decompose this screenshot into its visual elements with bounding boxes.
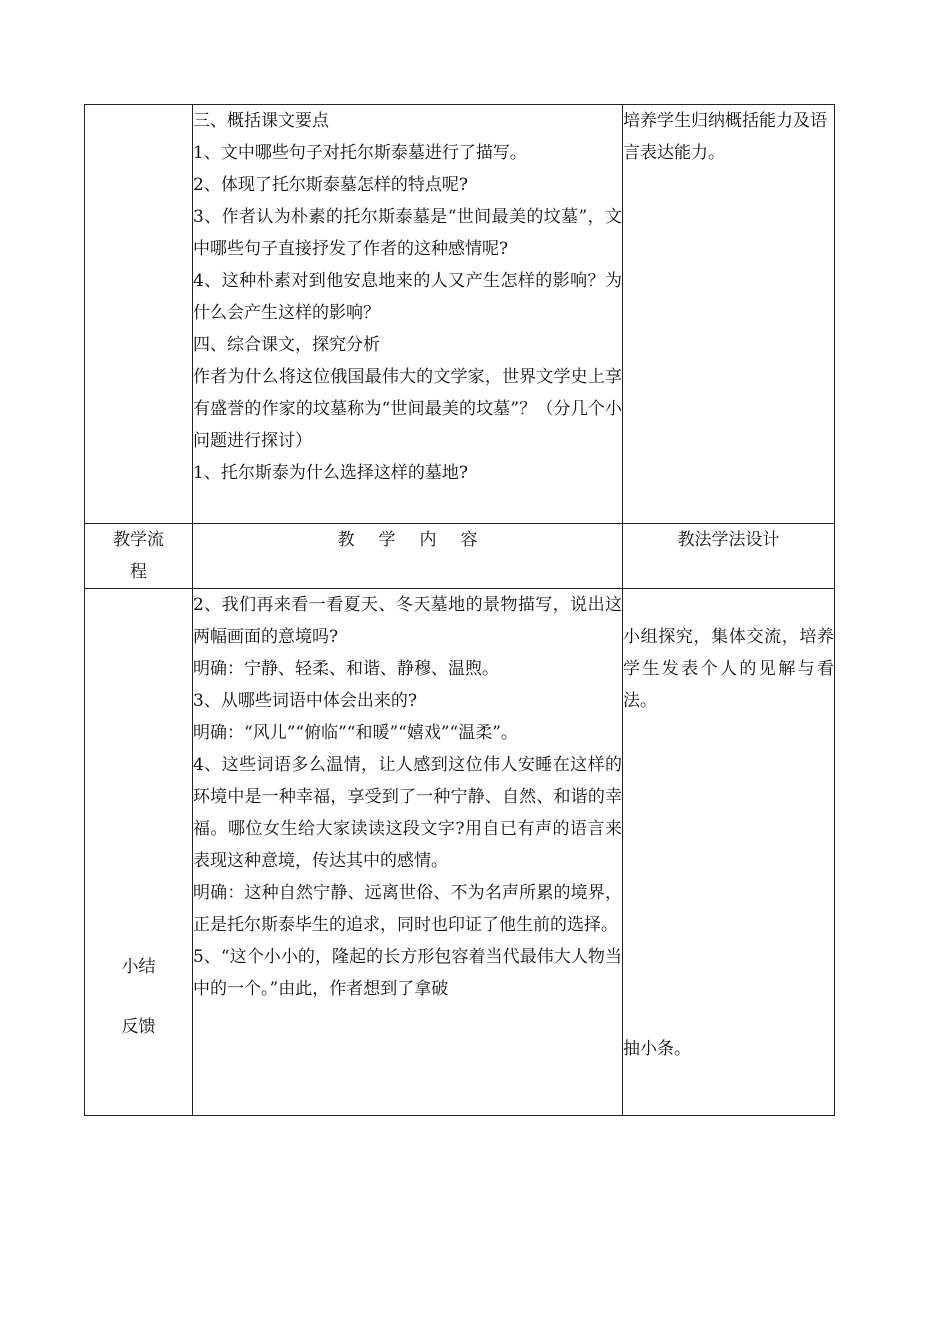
content-line: 作者为什么将这位俄国最伟大的文学家，世界文学史上享有盛誉的作家的坟墓称为“世间最美的坟墓”？（分几个小问题进行探讨） bbox=[193, 367, 622, 451]
content-line: 4、这些词语多么温情，让人感到这位伟人安睡在这样的环境中是一种幸福，享受到了一种宁静、自然、和谐的幸福。哪位女生给大家读读这段文字?用自已有声的语言来表现这种意境，传达其中的感情。 bbox=[193, 755, 622, 871]
content-line: 明确：宁静、轻柔、和谐、静穆、温煦。 bbox=[193, 659, 499, 679]
table-row bbox=[85, 589, 835, 1116]
content-cell bbox=[193, 105, 623, 524]
method-text: 小组探究，集体交流，培养学生发表个人的见解与看法。 bbox=[623, 627, 834, 711]
content-line: 三、概括课文要点 bbox=[193, 111, 329, 131]
content-line: 四、综合课文，探究分析 bbox=[193, 335, 380, 355]
method-text: 抽小条。 bbox=[623, 1039, 691, 1059]
content-line: 4、这种朴素对到他安息地来的人又产生怎样的影响？为什么会产生这样的影响？ bbox=[193, 271, 622, 323]
content-line: 3、作者认为朴素的托尔斯泰墓是“世间最美的坟墓”，文中哪些句子直接抒发了作者的这种感情呢? bbox=[193, 207, 622, 259]
lesson-plan-table bbox=[84, 104, 835, 1116]
header-flow-label: 教学流程 bbox=[113, 530, 164, 582]
method-cell bbox=[623, 105, 835, 524]
content-line: 1、托尔斯泰为什么选择这样的墓地? bbox=[193, 463, 468, 483]
method-text: 培养学生归纳概括能力及语言表达能力。 bbox=[623, 111, 827, 163]
flow-cell bbox=[85, 589, 193, 1116]
content-line: 1、文中哪些句子对托尔斯泰墓进行了描写。 bbox=[193, 143, 527, 163]
flow-cell-empty bbox=[85, 105, 193, 524]
header-method bbox=[623, 524, 835, 589]
content-line: 2、体现了托尔斯泰墓怎样的特点呢? bbox=[193, 175, 468, 195]
content-line: 5、“这个小小的，隆起的长方形包容着当代最伟大人物当中的一个。”由此，作者想到了拿破 bbox=[193, 947, 622, 999]
content-line: 2、我们再来看一看夏天、冬天墓地的景物描写，说出这两幅画面的意境吗? bbox=[193, 595, 622, 647]
header-method-label: 教法学法设计 bbox=[677, 530, 780, 550]
side-label-summary: 小结 bbox=[121, 957, 156, 977]
method-cell bbox=[623, 589, 835, 1116]
header-content bbox=[193, 524, 623, 589]
table-header-row bbox=[85, 524, 835, 589]
table-row bbox=[85, 105, 835, 524]
header-flow bbox=[85, 524, 193, 589]
content-cell bbox=[193, 589, 623, 1116]
content-line: 明确：“风儿”“俯临”“和暖”“嬉戏”“温柔”。 bbox=[193, 723, 518, 743]
content-line: 3、从哪些词语中体会出来的? bbox=[193, 691, 417, 711]
side-label-feedback: 反馈 bbox=[121, 1017, 156, 1037]
content-line: 明确：这种自然宁静、远离世俗、不为名声所累的境界，正是托尔斯泰毕生的追求，同时也印证了他生前的选择。 bbox=[193, 883, 622, 935]
header-content-label: 教学内容 bbox=[337, 530, 502, 550]
